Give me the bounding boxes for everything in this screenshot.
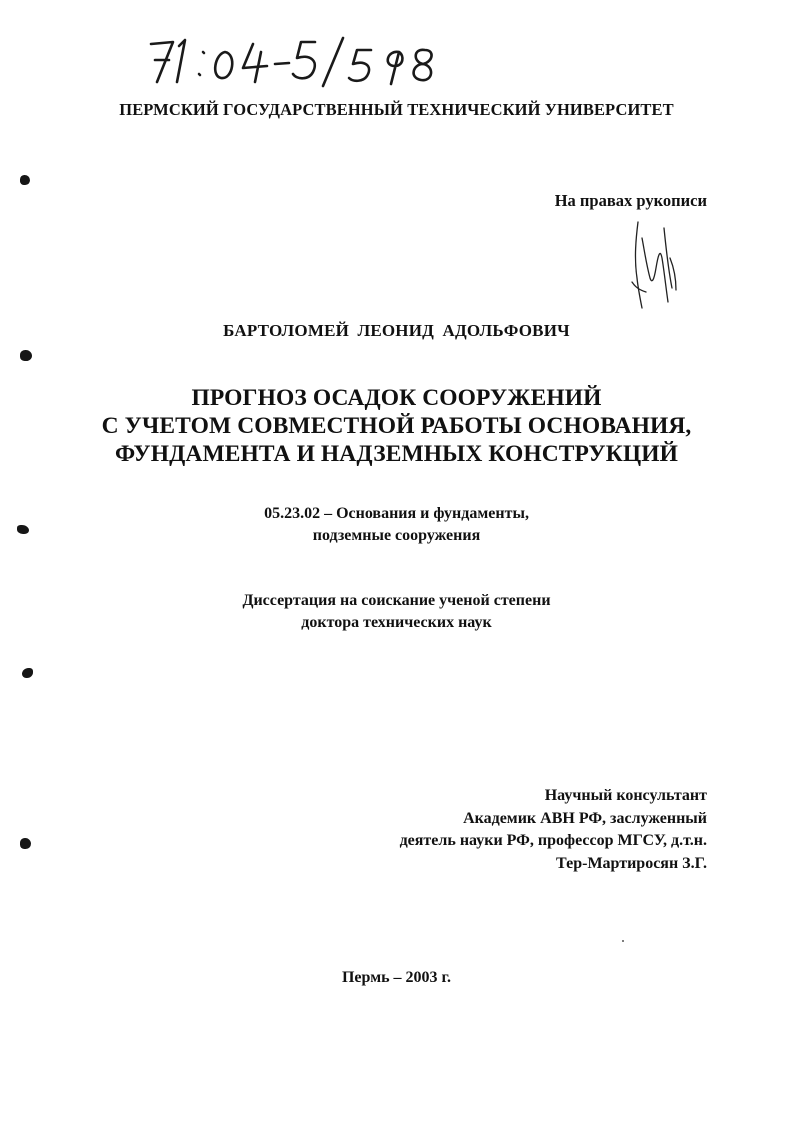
degree-line: Диссертация на соискание ученой степени xyxy=(242,592,551,609)
degree-line: доктора технических наук xyxy=(301,614,492,631)
scan-speck xyxy=(622,940,624,942)
punch-hole-mark xyxy=(20,175,30,185)
punch-hole-mark xyxy=(22,668,33,678)
title-line: С УЧЕТОМ СОВМЕСТНОЙ РАБОТЫ ОСНОВАНИЯ, xyxy=(101,413,692,439)
handwritten-archive-number xyxy=(143,30,443,90)
title-line: ПРОГНОЗ ОСАДОК СООРУЖЕНИЙ xyxy=(191,385,602,411)
punch-hole-mark xyxy=(20,350,32,361)
signature xyxy=(628,218,680,316)
punch-hole-mark xyxy=(17,525,29,534)
scientific-consultant xyxy=(400,785,707,875)
consultant-line: деятель науки РФ, профессор МГСУ, д.т.н. xyxy=(399,832,707,849)
specialty-line: подземные сооружения xyxy=(312,527,481,544)
consultant-line: Научный консультант xyxy=(544,787,707,804)
city-year: Пермь – 2003 г. xyxy=(341,969,452,986)
specialty-code xyxy=(0,503,793,547)
university-name: ПЕРМСКИЙ ГОСУДАРСТВЕННЫЙ ТЕХНИЧЕСКИЙ УНИВЕРСИТЕТ xyxy=(119,100,674,119)
degree-statement xyxy=(0,590,793,634)
specialty-line: 05.23.02 – Основания и фундаменты, xyxy=(264,505,529,522)
consultant-line: Тер-Мартиросян З.Г. xyxy=(556,854,707,872)
dissertation-title xyxy=(0,384,793,468)
consultant-line: Академик АВН РФ, заслуженный xyxy=(463,809,707,827)
author-name: БАРТОЛОМЕЙ ЛЕОНИД АДОЛЬФОВИЧ xyxy=(223,321,570,340)
title-line: ФУНДАМЕНТА И НАДЗЕМНЫХ КОНСТРУКЦИЙ xyxy=(114,441,679,467)
punch-hole-mark xyxy=(20,838,31,849)
rights-note: На правах рукописи xyxy=(554,191,707,210)
